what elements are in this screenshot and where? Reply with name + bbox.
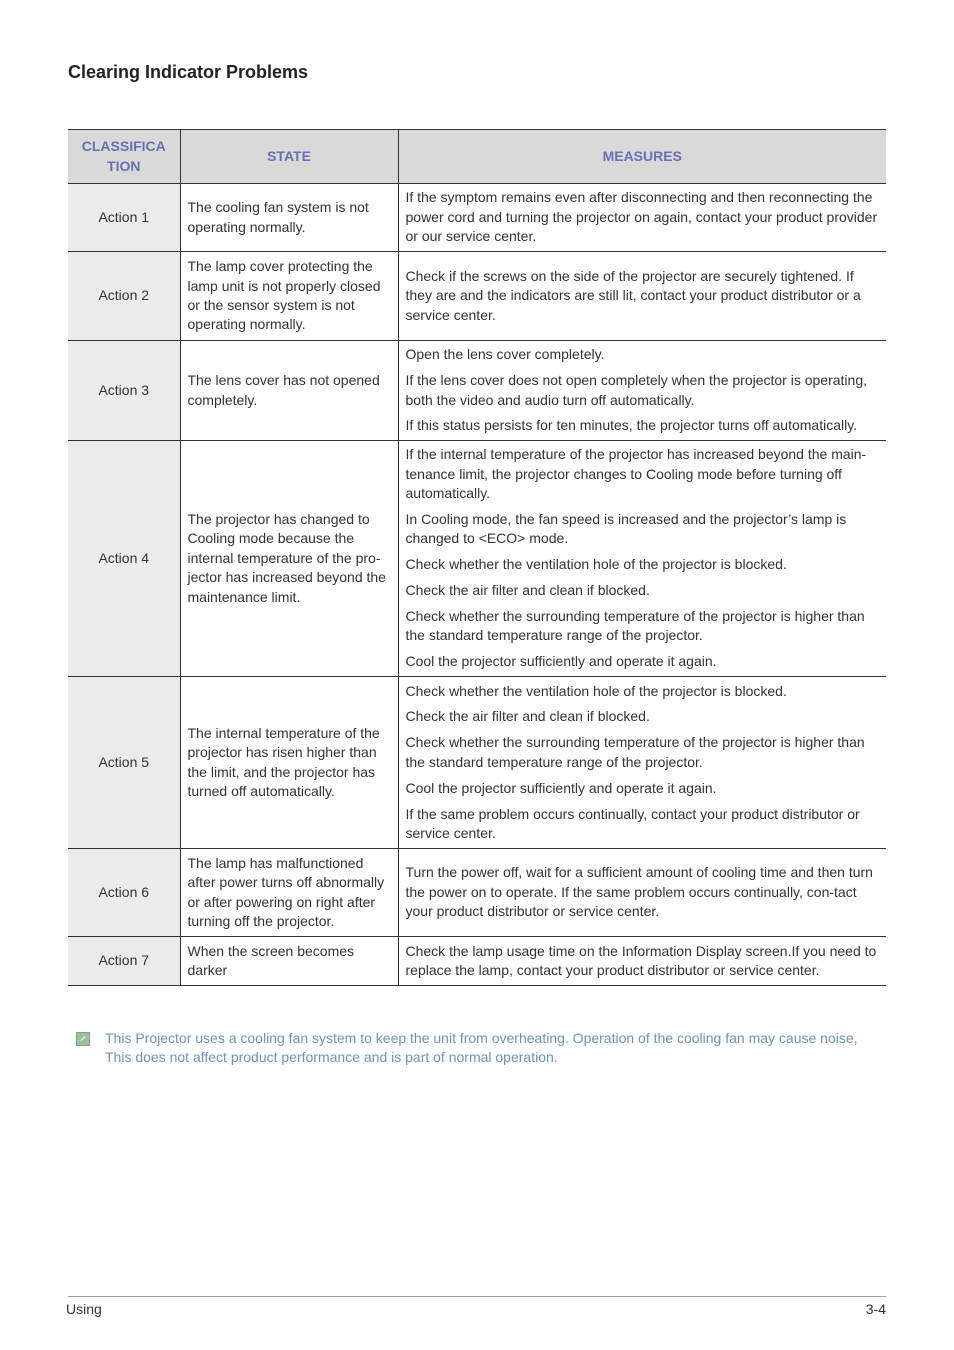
measure-item: Check the lamp usage time on the Information Display screen.If you need to replace the lamp, contact your product distributor or service center. [405,942,877,978]
measures-cell [398,341,886,441]
table-row [68,849,886,937]
footer-section-label: Using [66,1301,102,1317]
classification-cell: Action 1 [68,184,180,252]
state-cell: The lens cover has not opened completely. [180,341,398,441]
table-row [68,252,886,341]
state-cell: The projector has changed to Cooling mode because the internal temperature of the pro-jector has increased beyond the maintenance limit. [180,441,398,677]
measure-item: If the internal temperature of the projector has increased beyond the main-tenance limit, the projector changes to Cooling mode before turning off automatically. [405,446,867,502]
measure-item: In Cooling mode, the fan speed is increased and the projector’s lamp is changed to <ECO> mode. [405,510,847,547]
note-icon [76,1032,90,1046]
measure-item: Open the lens cover completely. [405,346,605,363]
measure-item: Cool the projector sufficiently and operate it again. [405,653,717,670]
state-cell: When the screen becomes darker [180,937,398,986]
classification-cell: Action 7 [68,937,180,986]
measure-item: If the symptom remains even after disconnecting and then reconnecting the power cord and turning the projector on again, contact your product provider or our service center. [405,189,878,245]
classification-cell: Action 4 [68,441,180,677]
classification-cell: Action 3 [68,341,180,441]
measure-item: Check whether the ventilation hole of the projector is blocked. [405,682,787,699]
measures-cell [398,441,886,677]
measure-item: Check whether the surrounding temperature of the projector is higher than the standard temperature range of the projector. [405,608,865,644]
table-row [68,441,886,677]
measure-item: If the same problem occurs continually, contact your product distributor or service center. [405,805,860,842]
measure-item: Check whether the surrounding temperature of the projector is higher than the standard temperature range of the projector. [405,734,865,770]
state-cell: The lamp has malfunctioned after power turns off abnormally or after powering on right after turning off the projector. [180,849,398,937]
header-state: STATE [180,130,398,184]
classification-cell: Action 6 [68,849,180,937]
footer-divider [68,1296,886,1297]
measure-item: If the lens cover does not open completely when the projector is operating, both the video and audio turn off automatically. [405,372,867,408]
table-row [68,677,886,849]
measures-cell [398,677,886,849]
state-cell: The cooling fan system is not operating normally. [180,184,398,252]
measures-cell [398,849,886,937]
measures-cell [398,184,886,252]
classification-cell: Action 5 [68,677,180,849]
measure-item: Check the air filter and clean if blocked. [405,708,650,725]
measures-cell [398,252,886,341]
measures-cell [398,937,886,986]
table-row [68,184,886,252]
table-row [68,341,886,441]
note-box [76,1029,886,1068]
header-classification: CLASSIFICA TION [68,130,180,184]
footer-page-number: 3-4 [865,1301,886,1317]
classification-cell: Action 2 [68,252,180,341]
page-title: Clearing Indicator Problems [68,62,309,82]
measure-item: Turn the power off, wait for a sufficient amount of cooling time and then turn the power on to operate. If the same problem occurs continually, con-tact your product distributor or service center. [405,864,873,920]
measure-item: Check whether the ventilation hole of the projector is blocked. [405,556,787,573]
measure-item: If this status persists for ten minutes, the projector turns off automatically. [405,417,858,434]
indicator-problems-table [68,129,886,986]
note-text: This Projector uses a cooling fan system to keep the unit from overheating. Operation of the cooling fan may cause noise, This does not affect product performance and is part of normal operation. [105,1030,858,1066]
measure-item: Check the air filter and clean if blocked. [405,582,650,599]
table-row [68,937,886,986]
state-cell: The lamp cover protecting the lamp unit is not properly closed or the sensor system is not operating normally. [180,252,398,341]
header-measures: MEASURES [398,130,886,184]
table-header-row [68,130,886,184]
measure-item: Cool the projector sufficiently and operate it again. [405,779,717,796]
measure-item: Check if the screws on the side of the projector are securely tightened. If they are and the indicators are still lit, contact your product distributor or a service center. [405,267,861,323]
state-cell: The internal temperature of the projector has risen higher than the limit, and the projector has turned off automatically. [180,677,398,849]
